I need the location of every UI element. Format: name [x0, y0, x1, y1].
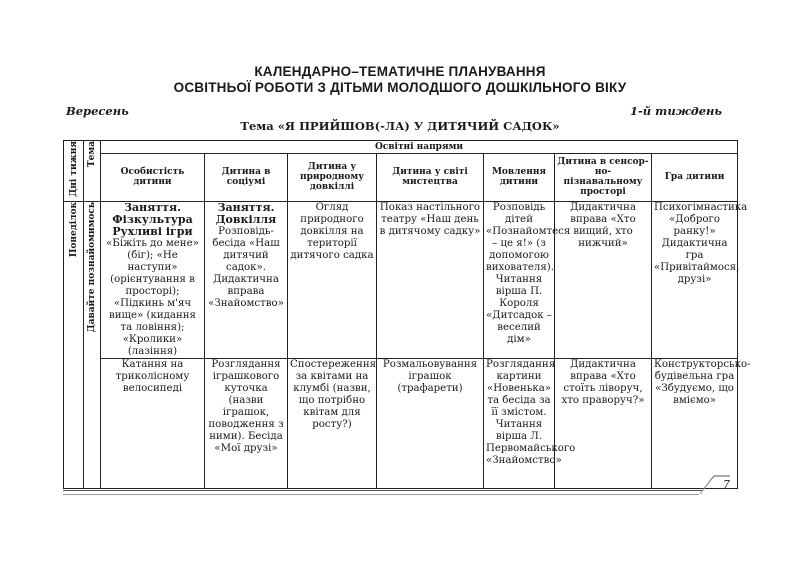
cell-r1-personality-text: «Біжіть до мене» (біг); «Не наступи» (орієнтування в просторі); «Підкинь м'яч вище» (кидання та ловіння); «Кролики» (лазіння) — [106, 237, 199, 357]
col-header-society: Дитина в соціумі — [205, 153, 288, 201]
page-title-line1: КАЛЕНДАРНО–ТЕМАТИЧНЕ ПЛАНУВАННЯ — [254, 64, 546, 79]
cell-r1-personality — [101, 201, 205, 358]
cell-r2-personality: Катання на триколісному велосипеді — [101, 358, 205, 488]
day-cell: Понеділок — [64, 201, 84, 488]
footer-rule-secondary — [63, 494, 699, 495]
cell-r1-society-text: Розповідь-бесіда «Наш дитячий садок». Дидактична вправа «Знайомство» — [208, 225, 284, 309]
theme-cell: Давайте познайомимось — [84, 201, 101, 488]
cell-r1-art: Показ настільного театру «Наш день в дитячому садку» — [377, 201, 484, 358]
topic-heading — [0, 119, 800, 133]
cell-r1-play: Психогімнастика «Доброго ранку!» Дидактична гра «Привітаймося, друзі» — [652, 201, 738, 358]
page-title-line2: ОСВІТНЬОЇ РОБОТИ З ДІТЬМИ МОЛОДШОГО ДОШКІЛЬНОГО ВІКУ — [173, 80, 627, 95]
col-header-art: Дитина у світі мистецтва — [377, 153, 484, 201]
topic-prefix: Тема — [240, 119, 278, 133]
cell-r1-nature: Огляд природного довкілля на території дитячого садка — [288, 201, 377, 358]
col-header-sensory: Дитина в сенсор-но-пізнавальному просторі — [555, 153, 652, 201]
cell-r2-nature: Спостереження за квітами на клумбі (назви, що потрібно квітам для росту?) — [288, 358, 377, 488]
cell-r2-society: Розглядання іграшкового куточка (назви іграшок, поводження з ними). Бесіда «Мої друзі» — [205, 358, 288, 488]
col-header-nature: Дитина у природному довкіллі — [288, 153, 377, 201]
cell-r1-society — [205, 201, 288, 358]
col-header-personality: Особистість дитини — [101, 153, 205, 201]
week-label: 1-й тиждень — [630, 104, 722, 118]
col-header-day: Дні тижня — [64, 141, 84, 202]
cell-r2-play: Конструкторсько-будівельна гра «Збудуємо, що вміємо» — [652, 358, 738, 488]
col-header-speech: Мовлення дитини — [484, 153, 555, 201]
cell-r1-sensory: Дидактична вправа «Хто вищий, хто нижчий» — [555, 201, 652, 358]
col-header-play: Гра дитини — [652, 153, 738, 201]
group-header: Освітні напрями — [101, 141, 738, 154]
cell-r1-society-bold: Заняття. Довкілля — [215, 200, 277, 226]
cell-r2-art: Розмальовування іграшок (трафарети) — [377, 358, 484, 488]
planning-table — [63, 140, 751, 489]
footer-rule — [63, 490, 703, 491]
cell-r1-personality-bold: Заняття. Фізкультура Рухливі ігри — [112, 200, 193, 238]
cell-r1-speech: Розповідь дітей «Познайомтеся – це я!» (з допомогою вихователя). Читання вірша П. Короля «Дитсадок – веселий дім» — [484, 201, 555, 358]
month-label: Вересень — [66, 104, 129, 118]
cell-r2-speech: Розглядання картини «Новенька» та бесіда за її змістом. Читання вірша Л. Первомайського «Знайомство» — [484, 358, 555, 488]
page-number: 7 — [723, 478, 730, 491]
cell-r2-sensory: Дидактична вправа «Хто стоїть ліворуч, хто праворуч?» — [555, 358, 652, 488]
topic-text: «Я ПРИЙШОВ(-ЛА) У ДИТЯЧИЙ САДОК» — [277, 119, 560, 133]
col-header-theme: Тема — [84, 141, 101, 202]
